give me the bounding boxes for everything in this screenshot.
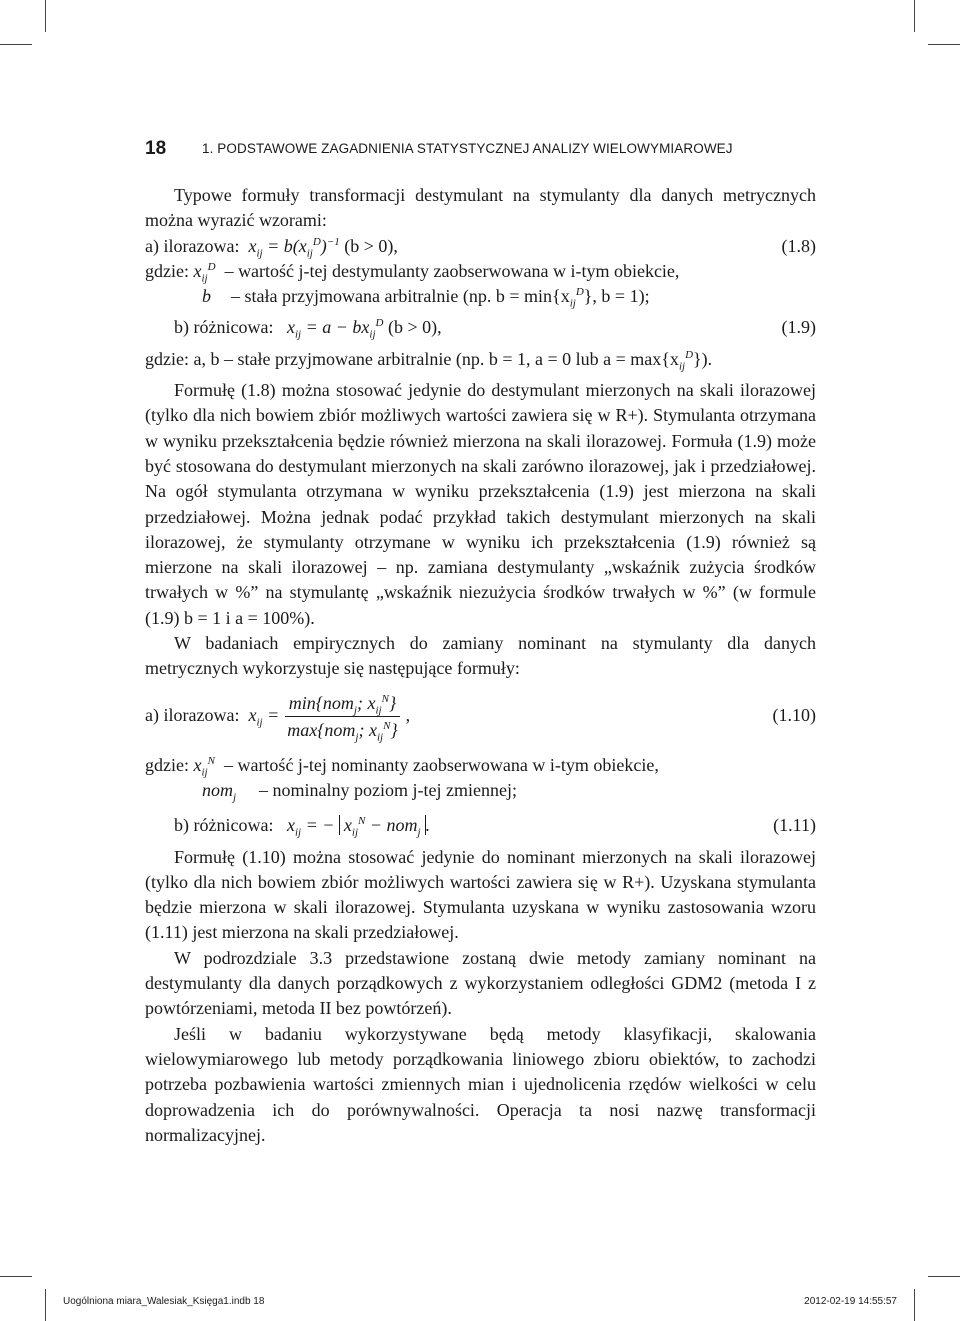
definition-text-sub: $_{ij}^D$	[569, 286, 584, 310]
equation-formula: = a − bx	[305, 317, 370, 338]
equation-label: a) ilorazowa:	[145, 705, 240, 726]
crop-mark	[0, 44, 32, 45]
equation-1-9	[145, 315, 816, 340]
paragraph: Formułę (1.8) można stosować jedynie do destymulant mierzonych na skali ilorazowej (tylko dla nich bowiem zbiór możliwych wartości zawiera się w R+). Stymulanta otrzymana w wyniku przekształcenia będzie również mierzona na skali ilorazowej. Formuła (1.9) może być stosowana do destymulant mierzonych na skali zarówno ilorazowej, jak i przedziałowej. Na ogół stymulanta otrzymana w wyniku przekształcenia (1.9) jest mierzona na skali przedziałowej. Można jednak podać przykład takich destymulant mierzonych na skali ilorazowej, że stymulanty otrzymane w wyniku ich przekształcenia (1.9) również są mierzone na skali ilorazowej – np. zamiana destymulanty „wskaźnik zużycia środków trwałych w %” na stymulantę „wskaźnik niezużycia środków trwałych w %” (w formule (1.9) b = 1 i a = 100%).	[145, 380, 816, 628]
definition-text: – wartość j-tej destymulanty zaobserwowana w i-tym obiekcie,	[224, 260, 680, 281]
crop-mark	[914, 0, 915, 32]
definition-row: nom$_j$ – nominalny poziom j-tej zmiennej;	[202, 779, 517, 804]
fraction-numerator: min{nom	[288, 692, 354, 713]
equation-formula: $x_{ij}$ = − $x_{ij}^N - nom_j$ .	[277, 815, 431, 839]
equation-number: (1.9)	[781, 317, 816, 338]
equation-label: b) różnicowa:	[174, 815, 274, 836]
equation-label: a) ilorazowa:	[145, 235, 240, 256]
definition-row	[145, 753, 816, 778]
fraction-denominator: max{nom	[287, 719, 356, 740]
equation-1-11	[145, 813, 816, 838]
definition-term: nom	[202, 779, 233, 800]
where-prefix: gdzie:	[145, 754, 189, 775]
footer-timestamp: 2012-02-19 14:55:57	[804, 1296, 897, 1307]
running-head: 1. PODSTAWOWE ZAGADNIENIA STATYSTYCZNEJ ANALIZY WIELOWYMIAROWEJ	[202, 141, 733, 156]
definition-text: – nominalny poziom j-tej zmiennej;	[259, 779, 517, 800]
equation-formula: $x_{ij}$ =	[239, 705, 280, 730]
definition-row	[145, 284, 816, 309]
definition-text: }).	[693, 348, 713, 369]
paragraph: Jeśli w badaniu wykorzystywane będą metody klasyfikacji, skalowania wielowymiarowego lub metody porządkowania liniowego zbioru obiektów, to zachodzi potrzeba pozbawienia wartości zmiennych mian i ujednolicenia rzędów wielkości w celu doprowadzenia ich do porównywalności. Operacja ta nosi nazwę transformacji normalizacyjnej.	[145, 1023, 816, 1145]
equation-formula: $x_{ij} = b(x_{ij}^D)^{-1}$	[243, 235, 340, 260]
definition-text: – wartość j-tej nominanty zaobserwowana w i-tym obiekcie,	[223, 754, 659, 775]
definition-term: $x_{ij}^N$	[188, 754, 215, 779]
definition-term: b	[202, 286, 211, 307]
equation-label: b) różnicowa:	[174, 317, 274, 338]
crop-mark	[928, 44, 960, 45]
paragraph: W podrozdziale 3.3 przedstawione zostaną dwie metody zamiany nominant na destymulanty dla danych porządkowych z wykorzystaniem odległości GDM2 (metoda I z powtórzeniami, metoda II bez powtórzeń).	[145, 947, 816, 1019]
definition-text-sub: $_{ij}^D$	[678, 348, 694, 373]
definition-text: – stała przyjmowana arbitralnie (np. b = min{x	[231, 286, 570, 307]
equation-number: (1.10)	[772, 705, 816, 726]
where-prefix: gdzie:	[145, 260, 189, 281]
definition-row	[145, 259, 816, 284]
definition-text: gdzie: a, b – stałe przyjmowane arbitralnie (np. b = 1, a = 0 lub a = max{x	[145, 348, 679, 369]
equation-formula-sub: $_{ij}^D$	[369, 317, 384, 342]
fraction: $\frac{\min\{nom_j; x_{ij}^N\}}{\max\{nom_j; x_{ij}^N\}}$	[283, 690, 401, 743]
footer-filename: Uogólniona miara_Walesiak_Księga1.indb 18	[63, 1296, 265, 1307]
equation-number: (1.11)	[773, 815, 816, 836]
equation-condition: (b > 0),	[344, 235, 398, 256]
definition-term: $x_{ij}^D$	[188, 260, 216, 285]
equation-1-10: a) ilorazowa: $x_{ij}$ = $\frac{\min\{nom_j; x_{ij}^N\}}{\max\{nom_j; x_{ij}^N\}}$ , (1.10)	[145, 690, 816, 743]
equation-1-8	[145, 234, 816, 259]
paragraph: Formułę (1.10) można stosować jedynie do nominant mierzonych na skali ilorazowej (tylko dla nich bowiem zbiór możliwych wartości zawiera się w R+). Uzyskana stymulanta będzie mierzona w skali ilorazowej. Stymulanta uzyskana w wyniku zastosowania wzoru (1.11) jest mierzona na skali przedziałowej.	[145, 846, 816, 943]
page-header	[145, 138, 825, 162]
crop-mark	[928, 1276, 960, 1277]
intro-paragraph: Typowe formuły transformacji destymulant na stymulanty dla danych metrycznych można wyrazić wzorami:	[145, 185, 816, 231]
equation-number: (1.8)	[781, 235, 816, 256]
crop-mark	[914, 1289, 915, 1321]
crop-mark	[0, 1276, 32, 1277]
page-body	[145, 183, 816, 1148]
definition-row	[145, 347, 816, 372]
equation-condition: (b > 0),	[387, 317, 442, 338]
crop-mark	[45, 1289, 46, 1321]
crop-mark	[45, 0, 46, 32]
paragraph: W badaniach empirycznych do zamiany nominant na stymulanty dla danych metrycznych wykorzystuje się następujące formuły:	[145, 633, 816, 679]
equation-formula: $x_{ij}$	[277, 317, 302, 342]
definition-text: }, b = 1);	[583, 286, 650, 307]
page-number: 18	[145, 138, 167, 159]
